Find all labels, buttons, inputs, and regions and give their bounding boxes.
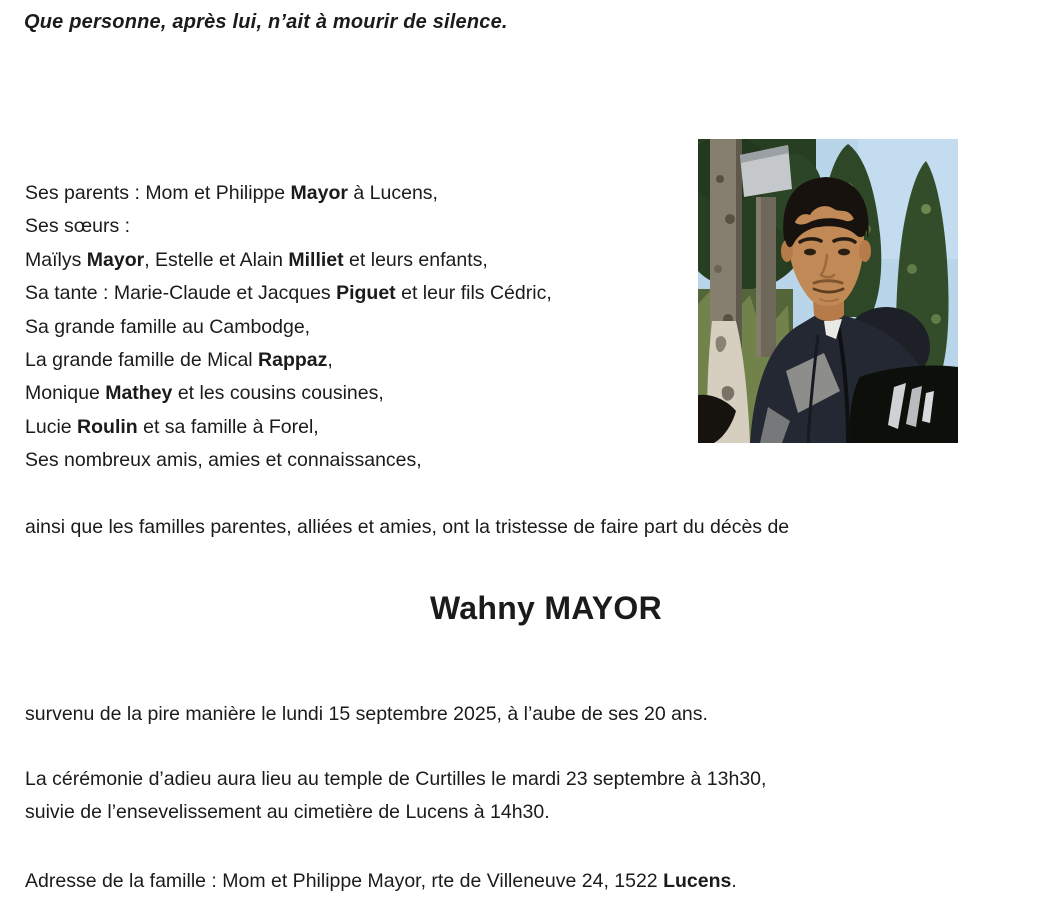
family-address: Adresse de la famille : Mom et Philippe Mayor, rte de Villeneuve 24, 1522 Lucens. [25, 870, 737, 892]
family-line: Sa tante : Marie-Claude et Jacques Piguet et leur fils Cédric, [25, 282, 552, 305]
family-line: Sa grande famille au Cambodge, [25, 315, 311, 338]
death-line: survenu de la pire manière le lundi 15 septembre 2025, à l’aube de ses 20 ans. [25, 703, 708, 725]
deceased-name: Wahny MAYOR [429, 590, 663, 626]
ceremony-line: suivie de l’ensevelissement au cimetière de Lucens à 14h30. [25, 801, 550, 824]
family-line: Maïlys Mayor, Estelle et Alain Milliet et leurs enfants, [25, 248, 488, 271]
family-line: Ses sœurs : [25, 215, 131, 238]
family-line: Monique Mathey et les cousins cousines, [25, 382, 384, 405]
family-line: Lucie Roulin et sa famille à Forel, [25, 415, 319, 438]
family-list [25, 177, 675, 478]
portrait-photo [698, 139, 958, 443]
family-line: Ses parents : Mom et Philippe Mayor à Lucens, [25, 182, 438, 204]
epigraph: Que personne, après lui, n’ait à mourir de silence. [24, 11, 508, 33]
family-line: Ses nombreux amis, amies et connaissances, [25, 449, 422, 472]
announcement-line: ainsi que les familles parentes, alliées et amies, ont la tristesse de faire part du décès de [25, 516, 790, 538]
family-line: La grande famille de Mical Rappaz, [25, 349, 333, 372]
ceremony-paragraph [25, 763, 1015, 830]
ceremony-line: La cérémonie d’adieu aura lieu au temple de Curtilles le mardi 23 septembre à 13h30, [25, 768, 767, 790]
